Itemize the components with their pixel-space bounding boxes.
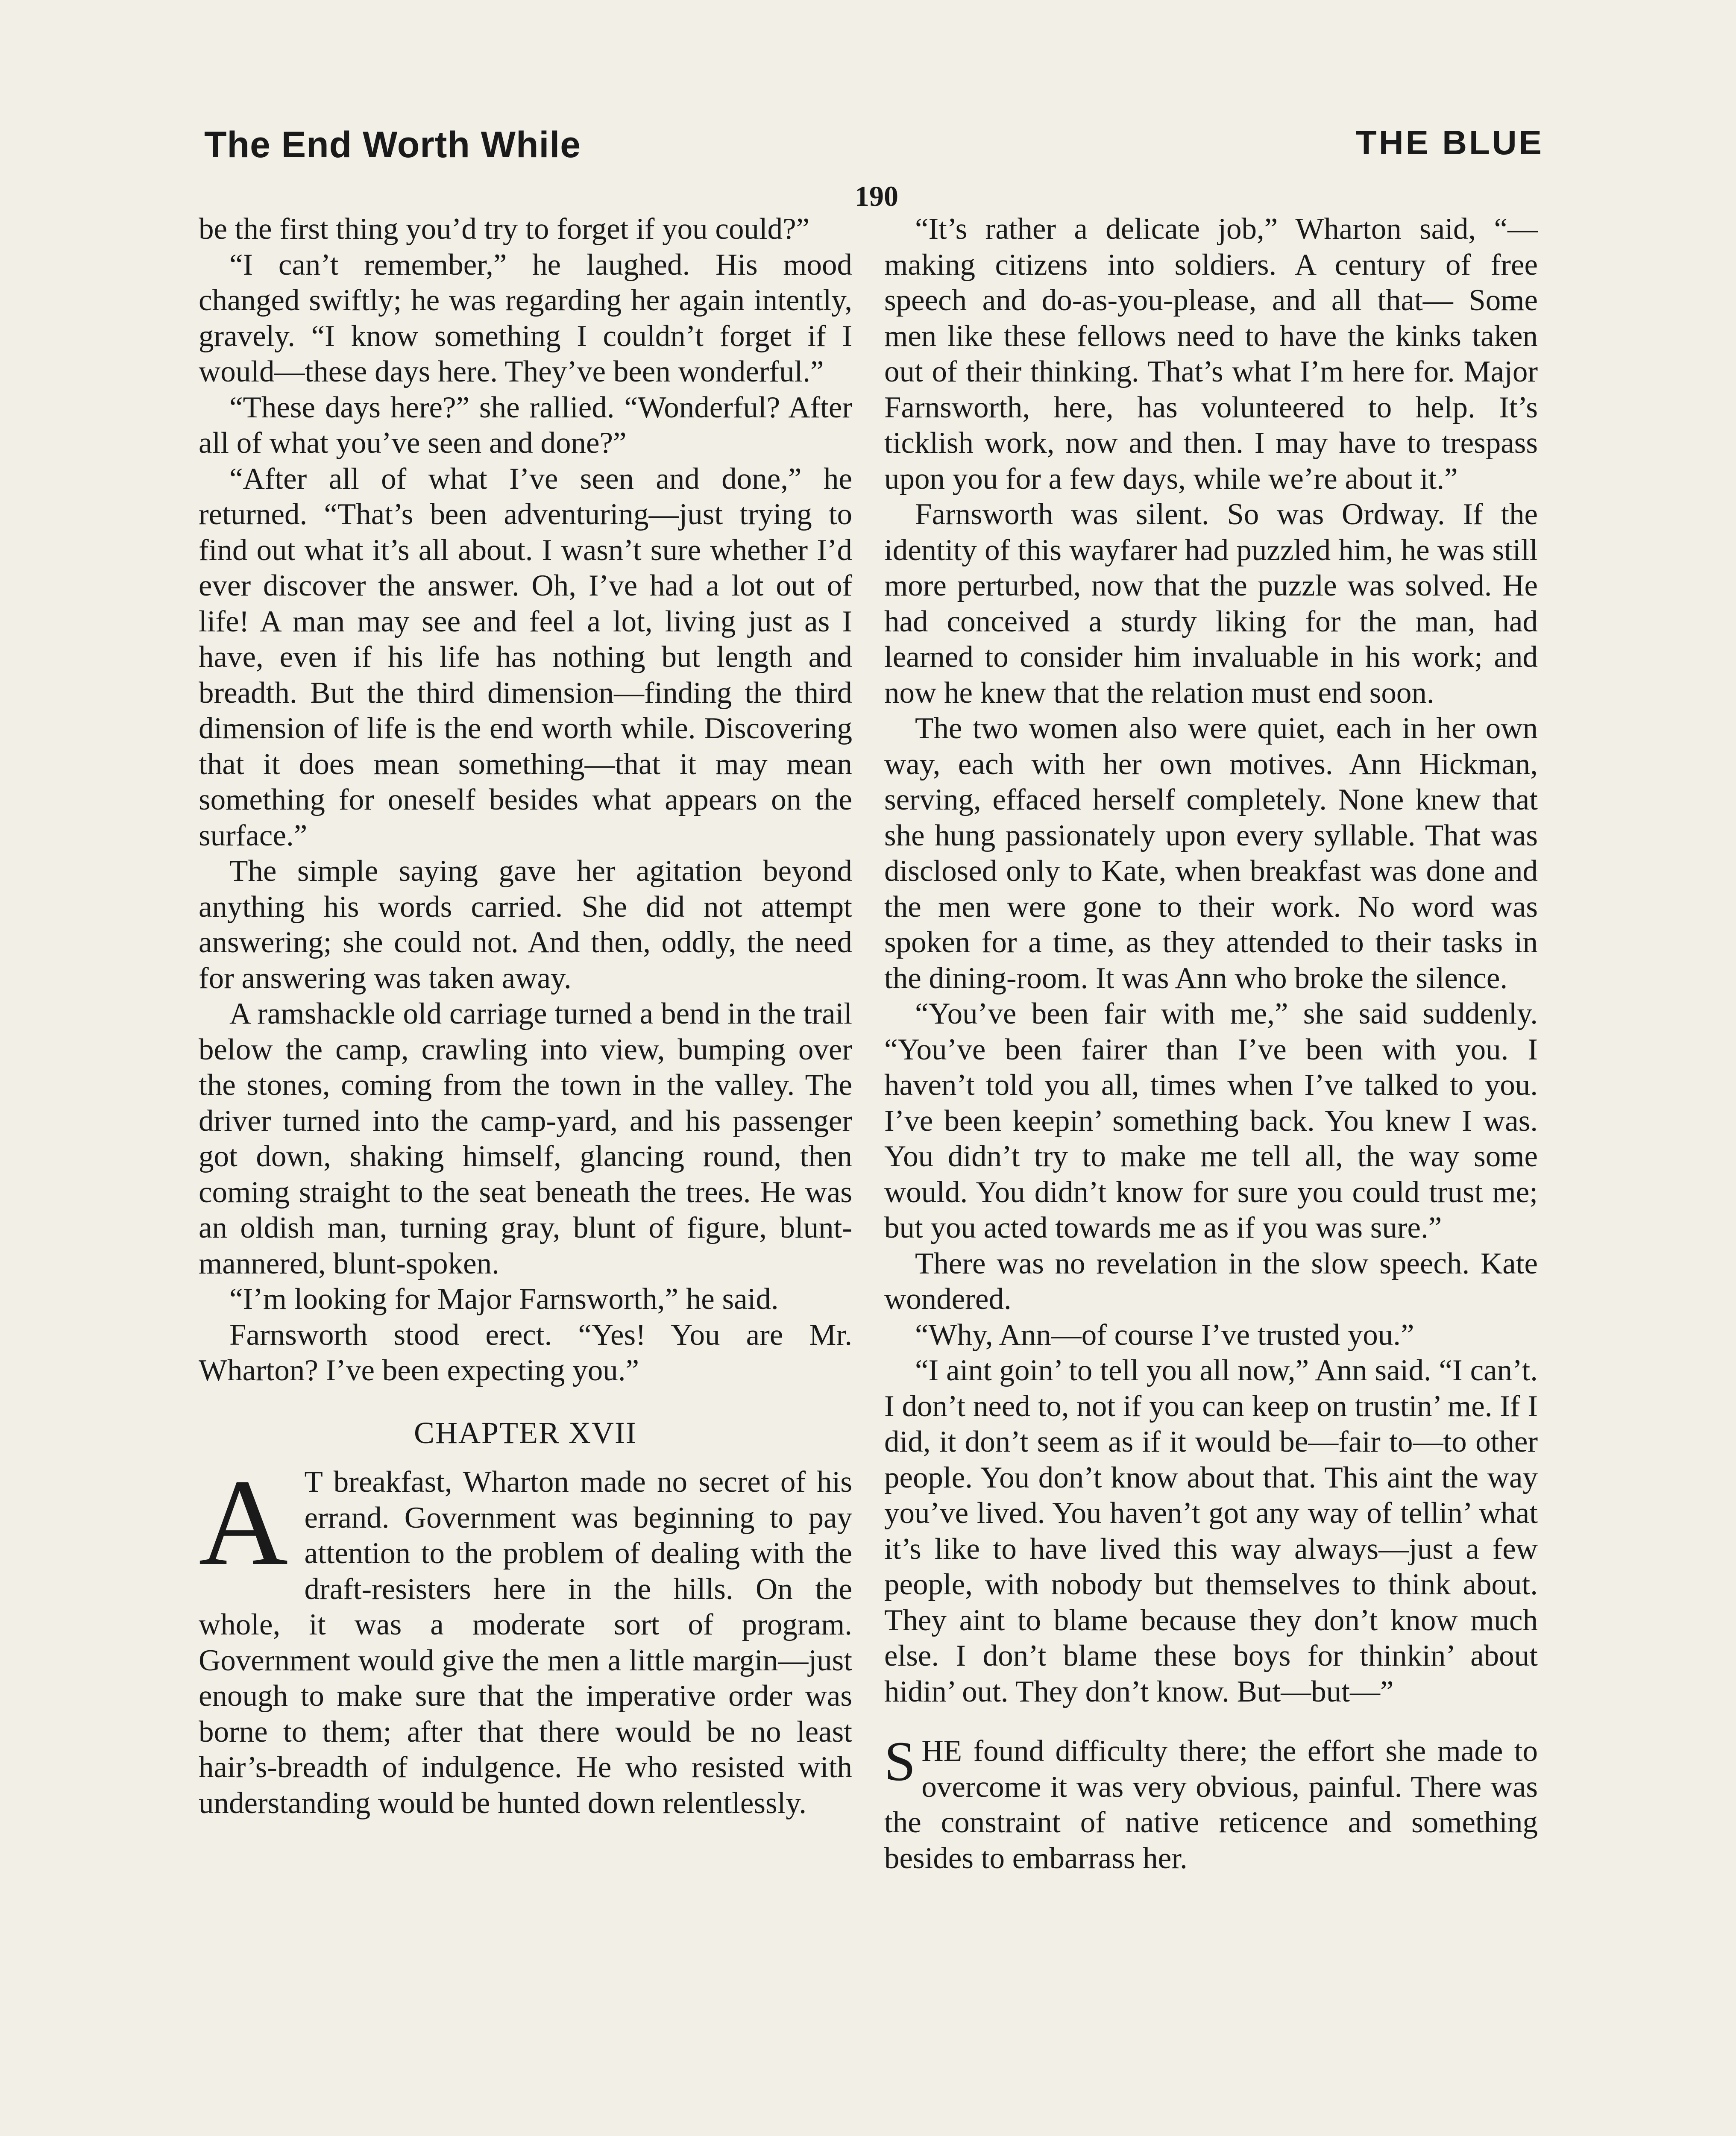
right-column	[884, 211, 1538, 1876]
paragraph: Farnsworth was silent. So was Ordway. If the identity of this wayfarer had puzzled him, he was still more perturbed, now that the puzzle was solved. He had conceived a sturdy liking for the man, had learned to consider him invaluable in his work; and now he knew that the relation must end soon.	[884, 498, 1538, 710]
paragraph: “These days here?” she rallied. “Wonderful? After all of what you’ve seen and done?”	[199, 390, 852, 460]
paragraph: “Why, Ann—of course I’ve trusted you.”	[915, 1318, 1414, 1352]
paragraph: There was no revelation in the slow speech. Kate wondered.	[884, 1247, 1538, 1316]
paragraph: “I’m looking for Major Farnsworth,” he said.	[229, 1282, 779, 1316]
paragraph: “It’s rather a delicate job,” Wharton said, “—making citizens into soldiers. A century of free speech and do-as-you-please, and all that— Some men like these fellows need to have the kinks taken out of their thinking. That’s what I’m here for. Major Farnsworth, here, has volunteered to help. It’s ticklish work, now and then. I may have to trespass upon you for a few days, while we’re about it.”	[884, 212, 1538, 496]
page-number: 190	[855, 180, 898, 212]
paragraph: A ramshackle old carriage turned a bend in the trail below the camp, crawling into view, bumping over the stones, coming from the town in the valley. The driver turned into the camp-yard, and his passenger got down, shaking himself, glancing round, then coming straight to the seat beneath the trees. He was an oldish man, turning gray, blunt of figure, blunt-mannered, blunt-spoken.	[199, 997, 852, 1280]
section-opening-text: HE found difficulty there; the effort she made to overcome it was very obvious, painful. There was the constraint of native reticence and something besides to embarrass her.	[884, 1734, 1538, 1875]
magazine-name: THE BLUE	[1356, 123, 1544, 161]
paragraph: The simple saying gave her agitation beyond anything his words carried. She did not attempt answering; she could not. And then, oddly, the need for answering was taken away.	[199, 854, 852, 995]
left-column	[199, 211, 852, 1821]
chapter-heading: CHAPTER XVII	[414, 1415, 637, 1450]
paragraph: be the first thing you’d try to forget if you could?”	[199, 212, 810, 246]
drop-cap: A	[199, 1454, 288, 1591]
chapter-opening-text: T breakfast, Wharton made no secret of his errand. Government was beginning to pay attention to the problem of dealing with the draft-resisters here in the hills. On the whole, it was a moderate sort of program. Government would give the men a little margin—just enough to make sure that the imperative order was borne to them; after that there would be no least hair’s-breadth of indulgence. He who resisted with understanding would be hunted down relentlessly.	[199, 1465, 852, 1820]
running-title: The End Worth While	[204, 124, 581, 165]
section-initial: S	[884, 1730, 916, 1793]
paragraph: “After all of what I’ve seen and done,” he returned. “That’s been adventuring—just trying to find out what it’s all about. I wasn’t sure whether I’d ever discover the answer. Oh, I’ve had a lot out of life! A man may see and feel a lot, living just as I have, even if his life has nothing but length and breadth. But the third dimension—finding the third dimension of life is the end worth while. Discovering that it does mean something—that it may mean something for oneself besides what appears on the surface.”	[199, 462, 852, 852]
paragraph: The two women also were quiet, each in her own way, each with her own motives. Ann Hickman, serving, effaced herself completely. None knew that she hung passionately upon every syllable. That was disclosed only to Kate, when breakfast was done and the men were gone to their work. No word was spoken for a time, as they attended to their tasks in the dining-room. It was Ann who broke the silence.	[884, 712, 1538, 995]
paragraph: Farnsworth stood erect. “Yes! You are Mr. Wharton? I’ve been expecting you.”	[199, 1318, 852, 1387]
section-opening-paragraph	[884, 1730, 1538, 1876]
paragraph: “I aint goin’ to tell you all now,” Ann said. “I can’t. I don’t need to, not if you can keep on trustin’ me. If I did, it don’t seem as if it would be—fair to—to other people. You don’t know about that. This aint the way you’ve lived. You haven’t got any way of tellin’ what it’s like to have lived this way always—just a few people, with nobody but themselves to think about. They aint to blame because they don’t know much else. I don’t blame these boys for thinkin’ about hidin’ out. They don’t know. But—but—”	[884, 1354, 1538, 1708]
paragraph: “You’ve been fair with me,” she said suddenly. “You’ve been fairer than I’ve been with you. I haven’t told you all, times when I’ve talked to you. I’ve been keepin’ something back. You knew I was. You didn’t try to make me tell all, the way some would. You didn’t know for sure you could trust me; but you acted towards me as if you was sure.”	[884, 997, 1538, 1244]
chapter-opening-paragraph	[199, 1454, 852, 1821]
paragraph: “I can’t remember,” he laughed. His mood changed swiftly; he was regarding her again intently, gravely. “I know something I couldn’t forget if I would—these days here. They’ve been wonderful.”	[199, 248, 852, 388]
